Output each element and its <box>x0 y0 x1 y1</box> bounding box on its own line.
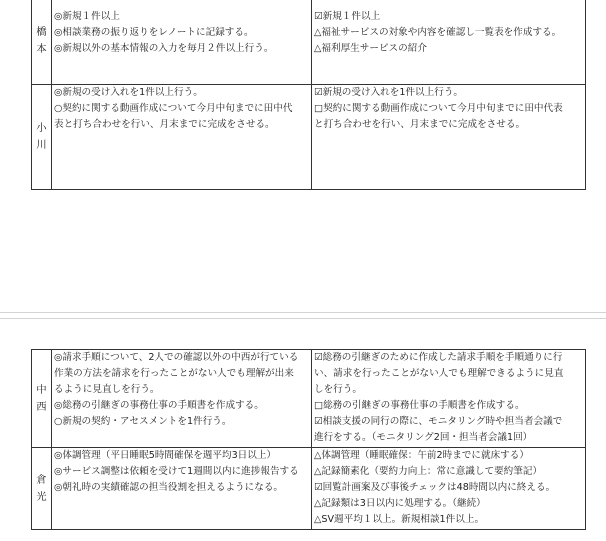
result-cell <box>312 0 586 85</box>
result-line: ☑回覧計画案及び事後チェックは48時間以内に終える。 <box>314 482 556 493</box>
goal-line: ◎相談業務の振り返りをレノートに記録する。 <box>54 27 254 38</box>
result-line: と打ち合わせを行い、月末までに完成をさせる。 <box>314 119 526 130</box>
result-line: △福祉サービスの対象や内容を確認し一覧表を作成する。 <box>314 27 562 38</box>
page-break-line <box>0 312 606 313</box>
result-line: ☑新規の受け入れを1件以上行う。 <box>314 87 464 98</box>
result-line: 進行をする。（モニタリング2回・担当者会議1回） <box>314 432 533 443</box>
name-char: 光 <box>36 490 47 503</box>
table-row <box>32 350 586 448</box>
goals-table-top <box>31 0 586 190</box>
goal-line: ○新規の契約・アセスメントを1件行う。 <box>54 416 232 427</box>
goal-line: 表と打ち合わせを行い、月末までに完成をさせる。 <box>54 119 275 130</box>
result-line: ☑相談支援の同行の際に、モニタリング時や担当者会議で <box>314 416 563 427</box>
table-row <box>32 0 586 85</box>
goal-line: るように見直しを行う。 <box>54 384 160 395</box>
goal-line: ◎新規の受け入れを1件以上行う。 <box>54 87 203 98</box>
result-line: △記録類は3日以内に処理する。（継続） <box>314 498 486 509</box>
result-line: △記録簡素化（要約力向上：常に意識して要約筆記） <box>314 466 543 477</box>
result-line: □契約に関する動画作成について今月中旬までに田中代表 <box>314 103 563 114</box>
result-cell <box>312 350 586 448</box>
staff-name-cell <box>32 85 52 190</box>
goal-cell <box>52 350 312 448</box>
result-line: ☑新規１件以上 <box>314 11 381 22</box>
goal-line: ◎新規以外の基本情報の入力を毎月２件以上行う。 <box>54 43 274 54</box>
name-char: 西 <box>36 400 47 413</box>
result-line: ☑総務の引継ぎのために作成した請求手順を手順通りに行 <box>314 352 563 363</box>
result-line: □総務の引継ぎの事務仕事の手順書を作成する。 <box>314 400 525 411</box>
result-line: △福利厚生サービスの紹介 <box>314 43 427 54</box>
result-line: △SV週平均１以上。新規相談1件以上。 <box>314 514 485 525</box>
goal-line: ◎サービス調整は依頼を受けて1週間以内に進捗報告する <box>54 466 299 477</box>
name-char: 小 <box>36 122 47 134</box>
page-break-line <box>0 318 606 319</box>
goal-line: ◎朝礼時の実績確認の担当役割を担えるようになる。 <box>54 482 284 493</box>
goal-cell <box>52 448 312 530</box>
result-line: △体調管理（睡眠確保：午前2時までに就床する） <box>314 450 529 461</box>
goal-line: ◎体調管理（平日睡眠5時間確保を週平均3日以上） <box>54 450 277 461</box>
goal-line: ○契約に関する動画作成について今月中旬までに田中代 <box>54 103 293 114</box>
result-cell <box>312 448 586 530</box>
goal-cell <box>52 0 312 85</box>
table-row <box>32 85 586 190</box>
goals-table-bottom <box>31 349 586 530</box>
goal-line: 作業の方法を請求を行ったことがない人でも理解が出来 <box>54 368 294 379</box>
goal-cell <box>52 85 312 190</box>
goal-line: ◎請求手順について、2人での確認以外の中西が行ている <box>54 352 299 363</box>
result-line: しを行う。 <box>314 384 362 395</box>
staff-name-cell <box>32 350 52 448</box>
staff-name-cell <box>32 0 52 85</box>
name-char: 中 <box>36 383 47 396</box>
name-char: 川 <box>36 139 47 151</box>
goal-line: ◎総務の引継ぎの事務仕事の手順書を作成する。 <box>54 400 264 411</box>
result-line: い、請求を行ったことがない人でも理解できるように見直 <box>314 368 564 379</box>
goal-line: ◎新規１件以上 <box>54 11 120 22</box>
staff-name-cell <box>32 448 52 530</box>
name-char: 本 <box>36 42 47 55</box>
table-row <box>32 448 586 530</box>
name-char: 橋 <box>36 25 47 38</box>
name-char: 倉 <box>36 473 47 486</box>
result-cell <box>312 85 586 190</box>
